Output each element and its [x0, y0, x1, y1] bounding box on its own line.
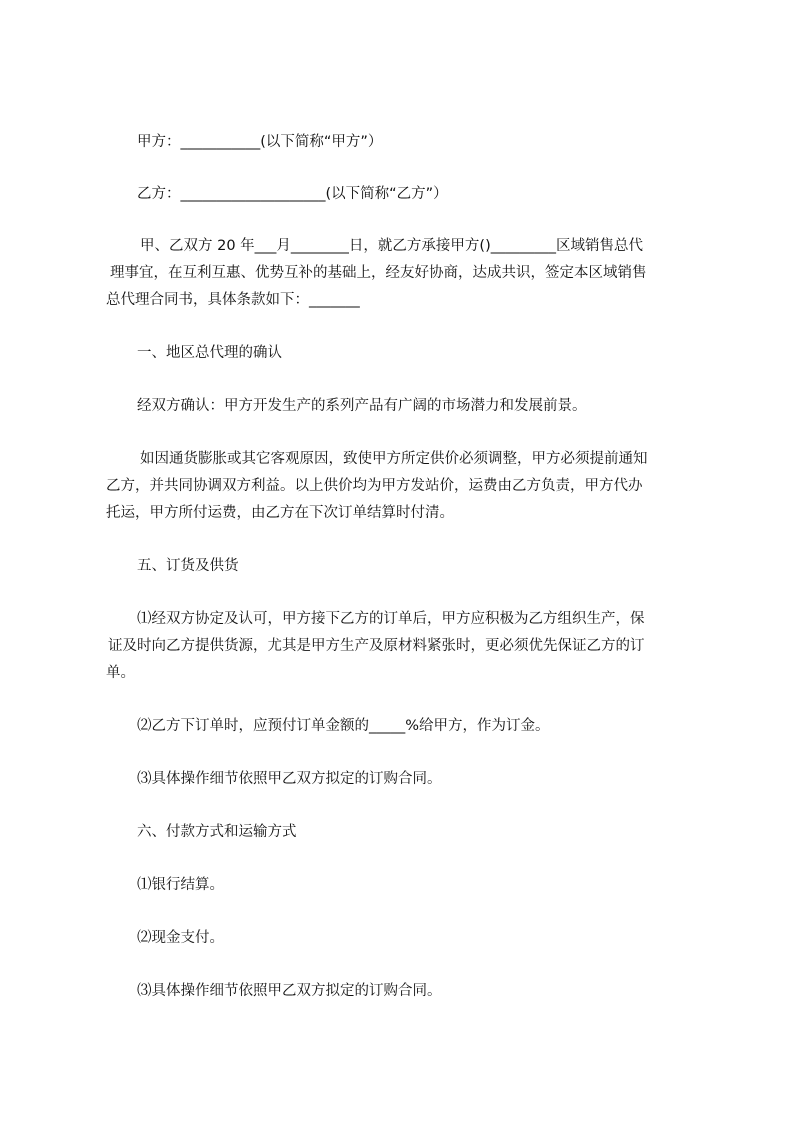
section-5-item-1-line-2: 证及时向乙方提供货源，尤其是甲方生产及原材料紧张时，更必须优先保证乙方的订: [108, 638, 645, 654]
intro-line-2: 理事宜，在互利互惠、优势互补的基础上，经友好协商，达成共识，签定本区域销售: [110, 265, 647, 281]
section-6-item-2: ⑵现金支付。: [137, 930, 224, 946]
section-1-paragraph-2-line-3: 托运，甲方所付运费，由乙方在下次订单结算时付清。: [106, 505, 454, 521]
section-1-title: 一、地区总代理的确认: [137, 345, 282, 361]
section-1-paragraph-2-line-2: 乙方，并共同协调双方利益。以上供价均为甲方发站价，运费由乙方负责，甲方代办: [106, 478, 643, 494]
section-6-title: 六、付款方式和运输方式: [137, 824, 297, 840]
section-1-paragraph-2-line-1: 如因通货膨胀或其它客观原因，致使甲方所定供价必须调整，甲方必须提前通知: [140, 451, 648, 467]
section-5-item-1-line-3: 单。: [106, 665, 135, 681]
section-5-item-1-line-1: ⑴经双方协定及认可，甲方接下乙方的订单后，甲方应积极为乙方组织生产，保: [137, 611, 645, 627]
section-1-paragraph-1: 经双方确认：甲方开发生产的系列产品有广阔的市场潜力和发展前景。: [137, 398, 587, 414]
section-5-item-3: ⑶具体操作细节依照甲乙双方拟定的订购合同。: [137, 771, 442, 787]
section-5-item-2: ⑵乙方下订单时，应预付订单金额的_____%给甲方，作为订金。: [137, 718, 550, 734]
section-5-title: 五、订货及供货: [137, 558, 239, 574]
intro-line-1: 甲、乙双方 20 年___月________日，就乙方承接甲方()_________区域销售总代: [140, 238, 643, 254]
section-6-item-1: ⑴银行结算。: [137, 877, 224, 893]
party-b-line: 乙方：____________________(以下简称“乙方”）: [137, 186, 448, 202]
party-a-line: 甲方：___________(以下简称“甲方”）: [137, 134, 383, 150]
intro-line-3: 总代理合同书，具体条款如下：_______: [106, 292, 360, 308]
section-6-item-3: ⑶具体操作细节依照甲乙双方拟定的订购合同。: [137, 983, 442, 999]
